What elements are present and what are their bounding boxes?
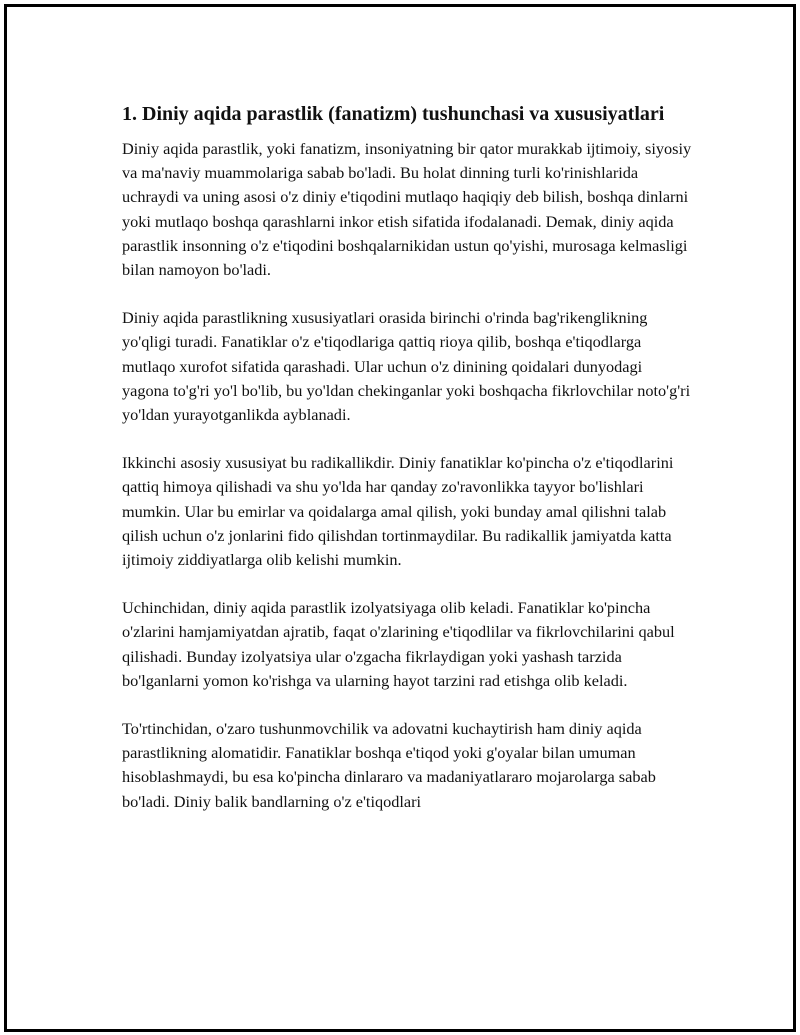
page-frame	[4, 4, 796, 1032]
paragraph-4: Uchinchidan, diniy aqida parastlik izolyatsiyaga olib keladi. Fanatiklar ko'pincha o'zlarini hamjamiyatdan ajratib, faqat o'zlarining e'tiqodlilar va fikrlovchilarini qabul qilishadi. Bunday izolyatsiya ular o'zgacha fikrlaydigan yoki yashash tarzida bo'lganlarni yomon ko'rishga va ularning hayot tarzini rad etishga olib keladi.	[122, 598, 675, 690]
section-heading: 1. Diniy aqida parastlik (fanatizm) tushunchasi va xususiyatlari	[122, 103, 665, 125]
paragraph-1: Diniy aqida parastlik, yoki fanatizm, insoniyatning bir qator murakkab ijtimoiy, siyosiy va ma'naviy muammolariga sabab bo'ladi. Bu holat dinning turli ko'rinishlarida uchraydi va uning asosi o'z diniy e'tiqodini mutlaqo haqiqiy deb bilish, boshqa dinlarni yoki mutlaqo boshqa qarashlarni inkor etish sifatida ifodalanadi. Demak, diniy aqida parastlik insonning o'z e'tiqodini boshqalarnikidan ustun qo'yishi, murosaga kelmasligi bilan namoyon bo'ladi.	[122, 139, 692, 280]
document-body	[122, 101, 692, 838]
paragraph-5: To'rtinchidan, o'zaro tushunmovchilik va adovatni kuchaytirish ham diniy aqida parastlikning alomatidir. Fanatiklar boshqa e'tiqod yoki g'oyalar bilan umuman hisoblashmaydi, bu esa ko'pincha dinlararo va madaniyatlararo mojarolarga sabab bo'ladi. Diniy balik bandlarning o'z e'tiqodlari	[122, 719, 656, 811]
paragraph-2: Diniy aqida parastlikning xususiyatlari orasida birinchi o'rinda bag'rikenglikning yo'qligi turadi. Fanatiklar o'z e'tiqodlariga qattiq rioya qilib, boshqa e'tiqodlarga mutlaqo xurofot sifatida qarashadi. Ular uchun o'z dinining qoidalari dunyodagi yagona to'g'ri yo'l bo'lib, bu yo'ldan chekinganlar yoki boshqacha fikrlovchilar noto'g'ri yo'ldan yurayotganlikda ayblanadi.	[122, 308, 691, 425]
paragraph-3: Ikkinchi asosiy xususiyat bu radikallikdir. Diniy fanatiklar ko'pincha o'z e'tiqodlarini qattiq himoya qilishadi va shu yo'lda har qanday zo'ravonlikka tayyor bo'lishlari mumkin. Ular bu emirlar va qoidalarga amal qilish, yoki bunday amal qilishni talab qilish uchun o'z jonlarini fido qilishdan tortinmaydilar. Bu radikallik jamiyatda katta ijtimoiy ziddiyatlarga olib kelishi mumkin.	[122, 453, 674, 570]
